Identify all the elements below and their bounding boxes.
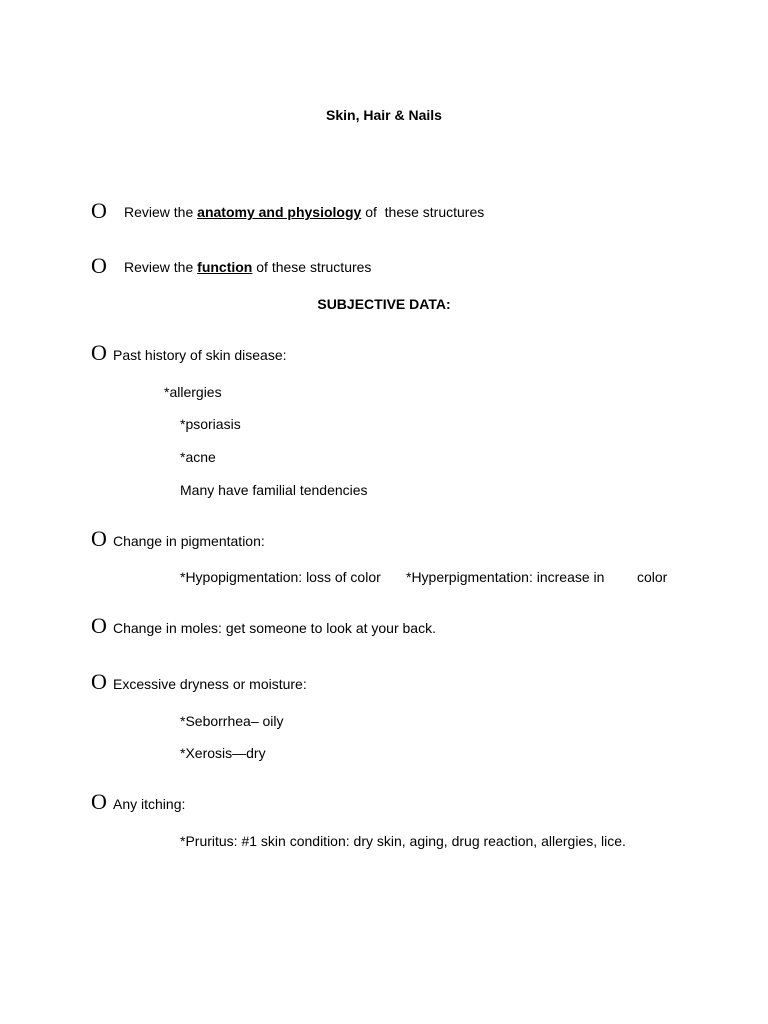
review-prefix: Review the <box>124 204 194 220</box>
moles-label: Change in moles: get someone to look at your back. <box>113 620 436 636</box>
subjective-data-heading: SUBJECTIVE DATA: <box>317 296 451 312</box>
list-item: *Seborrhea– oily <box>180 713 284 729</box>
itching-label: Any itching: <box>113 796 186 812</box>
review-function-line <box>124 258 371 276</box>
dryness-label: Excessive dryness or moisture: <box>113 676 307 692</box>
bullet-icon: O <box>91 340 107 365</box>
bullet-icon: O <box>91 253 107 278</box>
bullet-icon: O <box>91 613 107 638</box>
bullet-icon: O <box>91 526 107 551</box>
list-item: *psoriasis <box>180 416 241 432</box>
review-suffix: these structures <box>384 204 485 220</box>
hypopigmentation-text: *Hypopigmentation: loss of color <box>180 569 381 585</box>
list-item: *acne <box>180 449 216 465</box>
review-anatomy-line <box>124 203 484 221</box>
review-suffix: of these structures <box>256 259 372 275</box>
page-title: Skin, Hair & Nails <box>326 107 442 123</box>
hyperpigmentation-text: *Hyperpigmentation: increase in <box>406 569 605 585</box>
pruritus-text: *Pruritus: #1 skin condition: dry skin, aging, drug reaction, allergies, lice. <box>180 833 626 849</box>
function-emphasis: function <box>197 259 253 275</box>
bullet-icon: O <box>91 669 107 694</box>
pigmentation-label: Change in pigmentation: <box>113 533 265 549</box>
anatomy-physiology-emphasis: anatomy and physiology <box>197 204 362 220</box>
past-history-label: Past history of skin disease: <box>113 347 287 363</box>
bullet-icon: O <box>91 198 107 223</box>
bullet-icon: O <box>91 789 107 814</box>
list-item: *Xerosis—dry <box>180 745 266 761</box>
review-middle: of <box>365 204 377 220</box>
hyperpigmentation-end: color <box>637 569 668 585</box>
list-item: Many have familial tendencies <box>180 482 368 498</box>
review-prefix: Review the <box>124 259 194 275</box>
list-item: *allergies <box>164 384 222 400</box>
